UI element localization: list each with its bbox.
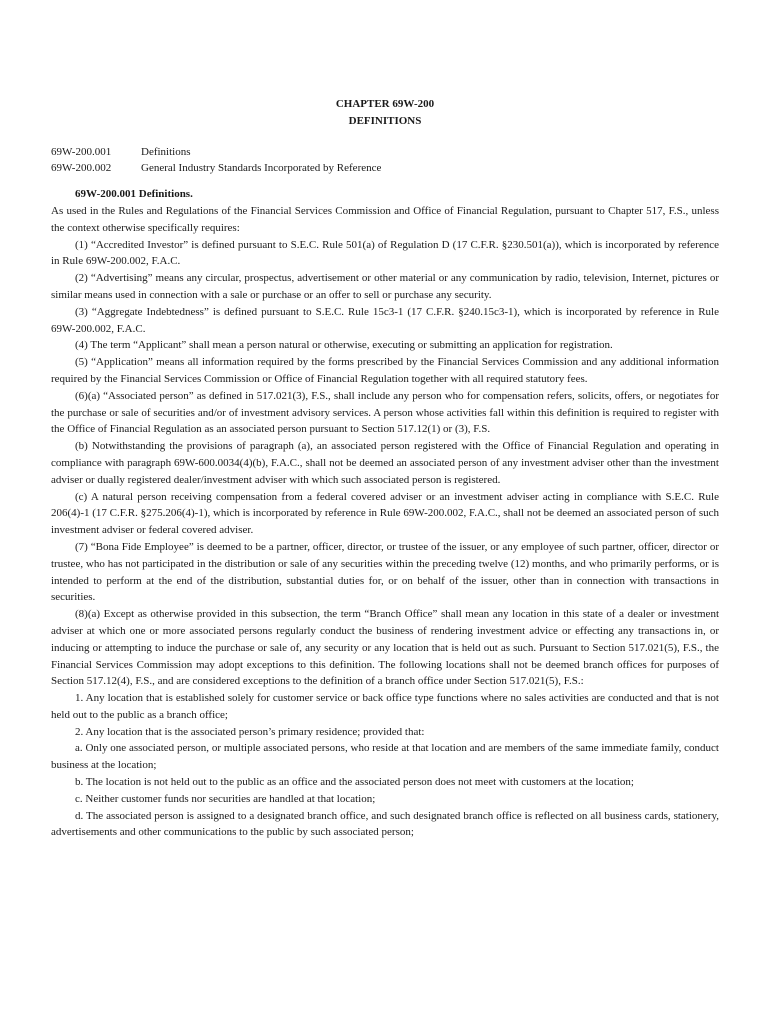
definition-paragraph: (7) “Bona Fide Employee” is deemed to be a partner, officer, director, or trustee of the issuer, or any employee of such partner, officer, director or trustee, who has not participated in the distribution or sale of any securities within the preceding twelve (12) months, and who primarily performs, or is intended to perform at the end of the distribution, substantial duties for, or on behalf of the issuer, other than in connection with transactions in securities.: [51, 540, 719, 604]
toc-entry: [51, 144, 719, 161]
definition-paragraph: (4) The term “Applicant” shall mean a person natural or otherwise, executing or submitting an application for registration.: [75, 339, 613, 352]
toc-entry: [51, 160, 719, 177]
definition-paragraph: (3) “Aggregate Indebtedness” is defined pursuant to S.E.C. Rule 15c3-1 (17 C.F.R. §240.15c3-1), which is incorporated by reference in Rule 69W-200.002, F.A.C.: [51, 305, 719, 335]
definition-paragraph: (b) Notwithstanding the provisions of paragraph (a), an associated person registered with the Office of Financial Regulation and operating in compliance with paragraph 69W-600.0034(4)(b), F.A.C., shall not be deemed an associated person of any investment adviser other than the investment adviser or dually registered dealer/investment adviser with which such associated person is registered.: [51, 440, 719, 486]
definition-paragraph: d. The associated person is assigned to a designated branch office, and such designated branch office is reflected on all business cards, stationery, advertisements and other communications to the public by such associated person;: [51, 809, 719, 839]
definition-paragraph: (1) “Accredited Investor” is defined pursuant to S.E.C. Rule 501(a) of Regulation D (17 C.F.R. §230.501(a)), which is incorporated by reference in Rule 69W-200.002, F.A.C.: [51, 238, 719, 268]
definition-paragraph: a. Only one associated person, or multiple associated persons, who reside at that location and are members of the same immediate family, conduct business at the location;: [51, 742, 719, 772]
definition-paragraph: As used in the Rules and Regulations of the Financial Services Commission and Office of Financial Regulation, pursuant to Chapter 517, F.S., unless the context otherwise specifically requires:: [51, 204, 719, 234]
document-page: [51, 96, 719, 841]
chapter-header: [51, 96, 719, 130]
section-body: [51, 203, 719, 841]
definition-paragraph: b. The location is not held out to the public as an office and the associated person does not meet with customers at the location;: [75, 776, 634, 789]
definition-paragraph: (5) “Application” means all information required by the forms prescribed by the Financial Services Commission and any additional information required by the Financial Services Commission or Office of Financial Regulation together with all required statutory fees.: [51, 356, 719, 385]
definition-paragraph: c. Neither customer funds nor securities are handled at that location;: [75, 792, 376, 805]
toc-entry-number: 69W-200.002: [51, 162, 112, 175]
definition-paragraph: 2. Any location that is the associated person’s primary residence; provided that:: [75, 725, 425, 738]
toc-entry-title: General Industry Standards Incorporated by Reference: [141, 162, 382, 175]
toc-entry-title: Definitions: [141, 145, 191, 158]
chapter-number: CHAPTER 69W-200: [335, 98, 435, 110]
table-of-contents: [51, 144, 719, 178]
definition-paragraph: (2) “Advertising” means any circular, prospectus, advertisement or other material or any communication by radio, television, Internet, pictures or similar means used in connection with a sale or purchase or an offer to sell or purchase any security.: [51, 272, 719, 301]
definition-paragraph: 1. Any location that is established solely for customer service or back office type functions where no sales activities are conducted and that is not held out to the public as a branch office;: [51, 692, 719, 721]
definition-paragraph: (c) A natural person receiving compensation from a federal covered adviser or an investment adviser acting in compliance with S.E.C. Rule 206(4)-1 (17 C.F.R. §275.206(4)-1), which is incorporated by reference in Rule 69W-200.002, F.A.C., shall not be deemed an associated person of such investment adviser or federal covered adviser.: [51, 490, 719, 537]
chapter-title: DEFINITIONS: [348, 114, 422, 127]
definition-paragraph: (8)(a) Except as otherwise provided in this subsection, the term “Branch Office” shall mean any location in this state of a dealer or investment adviser at which one or more associated persons regularly conduct the business of rendering investment advice or effecting any transactions in, or inducing or attempting to induce the purchase or sale of, any security or any location that is held out as such. Pursuant to Section 517.021(5), F.S., the Financial Services Commission may adopt exceptions to this definition. The following locations shall not be deemed branch offices for purposes of Section 517.12(4), F.S., and are considered exceptions to the definition of a branch office under Section 517.021(5), F.S.:: [51, 608, 719, 688]
definition-paragraph: (6)(a) “Associated person” as defined in 517.021(3), F.S., shall include any person who for compensation refers, solicits, offers, or negotiates for the purchase or sale of securities and/or of investment advisory services. A person whose activities fall within this definition is required to register with the Office of Financial Regulation as an associated person pursuant to Section 517.12(1) or (3), F.S.: [51, 389, 719, 436]
section-heading: 69W-200.001 Definitions.: [75, 188, 193, 201]
toc-entry-number: 69W-200.001: [51, 145, 112, 158]
